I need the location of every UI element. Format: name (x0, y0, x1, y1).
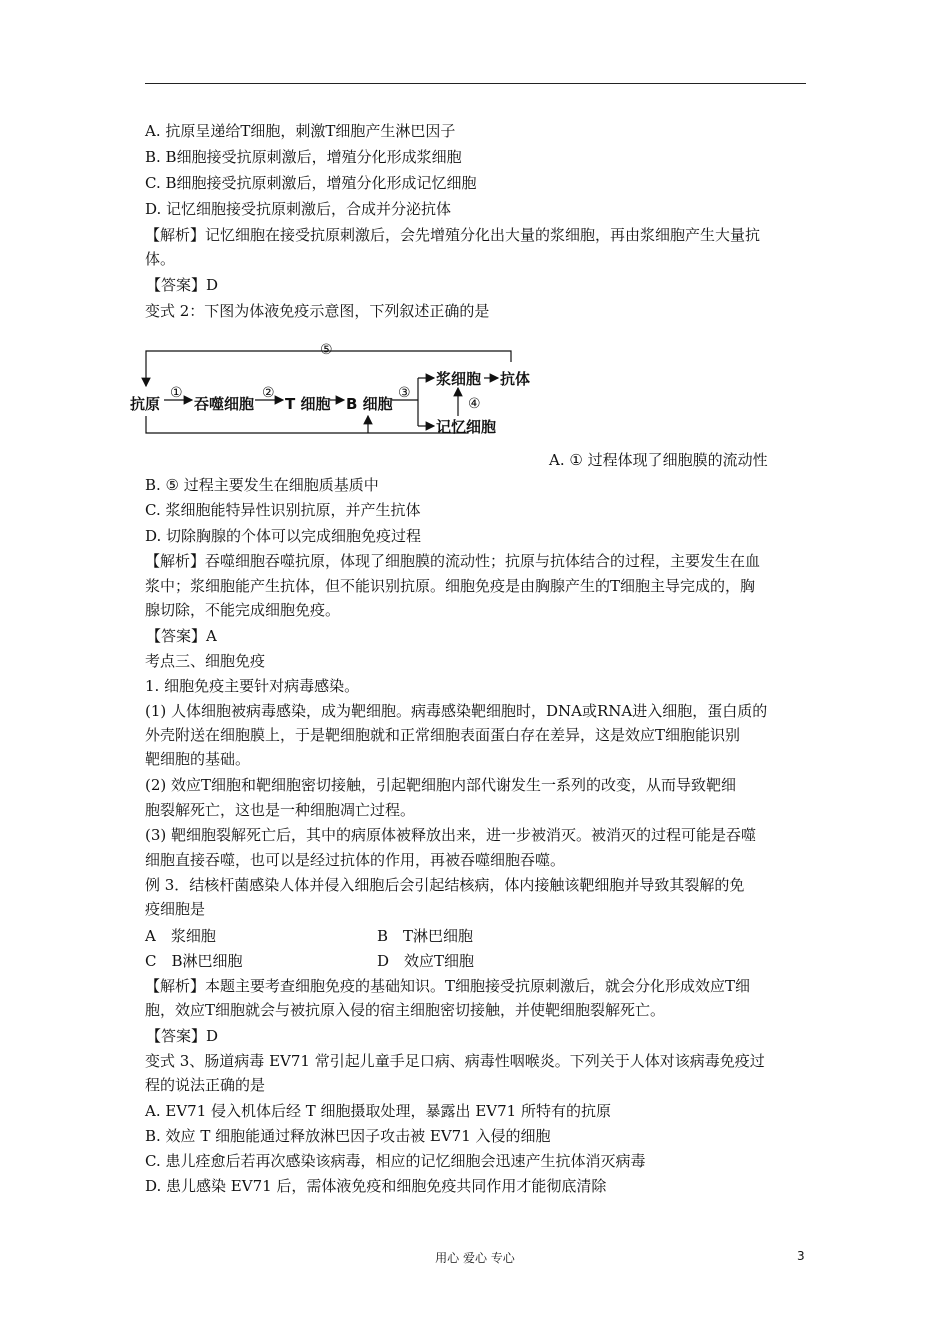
question-line: 疫细胞是 (145, 900, 206, 918)
option-line: B. B细胞接受抗原刺激后，增殖分化形成浆细胞 (145, 148, 462, 166)
header-rule (145, 83, 806, 84)
humoral-immunity-diagram (128, 336, 548, 442)
page-footer: 用心 爱心 专心 (435, 1251, 515, 1265)
antibody-label: 抗体 (500, 370, 531, 388)
body-line: (1) 人体细胞被病毒感染，成为靶细胞。病毒感染靶细胞时，DNA或RNA进入细胞，蛋白质的 (145, 702, 768, 720)
option-a: A 浆细胞 (145, 927, 216, 945)
page-number: 3 (797, 1249, 805, 1263)
option-line: A. EV71 侵入机体后经 T 细胞摄取处理，暴露出 EV71 所特有的抗原 (145, 1102, 611, 1120)
option-line: D. 患儿感染 EV71 后，需体液免疫和细胞免疫共同作用才能彻底清除 (145, 1177, 607, 1195)
option-line: B. 效应 T 细胞能通过释放淋巴因子攻击被 EV71 入侵的细胞 (145, 1127, 551, 1145)
question-line: 变式 3、肠道病毒 EV71 常引起儿童手足口病、病毒性咽喉炎。下列关于人体对该病毒免疫过 (145, 1052, 765, 1070)
b-cell-label: B 细胞 (346, 395, 393, 413)
body-line: 胞裂解死亡，这也是一种细胞凋亡过程。 (145, 801, 416, 819)
body-line: (2) 效应T细胞和靶细胞密切接触，引起靶细胞内部代谢发生一系列的改变，从而导致靶细 (145, 776, 737, 794)
option-line: D. 切除胸腺的个体可以完成细胞免疫过程 (145, 527, 422, 545)
answer-line: 【答案】A (146, 627, 217, 645)
analysis-line: 【解析】本题主要考查细胞免疫的基础知识。T细胞接受抗原刺激后，就会分化形成效应T细 (145, 977, 751, 995)
question-line: 例 3．结核杆菌感染人体并侵入细胞后会引起结核病，体内接触该靶细胞并导致其裂解的免 (145, 876, 745, 894)
option-line: C. 患儿痊愈后若再次感染该病毒，相应的记忆细胞会迅速产生抗体消灭病毒 (145, 1152, 646, 1170)
answer-line: 【答案】D (146, 276, 219, 294)
question-line: 变式 2：下图为体液免疫示意图，下列叙述正确的是 (145, 302, 490, 320)
step4-label: ④ (468, 396, 481, 412)
option-c: C B淋巴细胞 (145, 952, 243, 970)
antigen-label: 抗原 (130, 395, 161, 413)
memory-cell-label: 记忆细胞 (436, 418, 497, 436)
step3-label: ③ (398, 385, 411, 401)
step5-label: ⑤ (320, 342, 333, 358)
answer-line: 【答案】D (146, 1027, 219, 1045)
step2-label: ② (262, 385, 275, 401)
option-line: C. 浆细胞能特异性识别抗原，并产生抗体 (145, 501, 421, 519)
analysis-line: 腺切除，不能完成细胞免疫。 (145, 601, 341, 619)
analysis-line: 浆中；浆细胞能产生抗体，但不能识别抗原。细胞免疫是由胸腺产生的T细胞主导完成的，胸 (145, 577, 756, 595)
analysis-line: 【解析】记忆细胞在接受抗原刺激后，会先增殖分化出大量的浆细胞，再由浆细胞产生大量抗 (145, 226, 761, 244)
step1-label: ① (170, 385, 183, 401)
option-line: A. 抗原呈递给T细胞，刺激T细胞产生淋巴因子 (145, 122, 456, 140)
body-line: 外壳附送在细胞膜上，于是靶细胞就和正常细胞表面蛋白存在差异，这是效应T细胞能识别 (145, 726, 741, 744)
bottom-loop (146, 416, 468, 433)
option-line: B. ⑤ 过程主要发生在细胞质基质中 (145, 476, 379, 494)
analysis-line: 胞，效应T细胞就会与被抗原入侵的宿主细胞密切接触，并使靶细胞裂解死亡。 (145, 1001, 666, 1019)
question-line: 程的说法正确的是 (145, 1076, 266, 1094)
body-line: 1. 细胞免疫主要针对病毒感染。 (145, 677, 360, 695)
option-line: D. 记忆细胞接受抗原刺激后，合成并分泌抗体 (145, 200, 452, 218)
option-a-inline: A. ① 过程体现了细胞膜的流动性 (549, 451, 768, 469)
body-line: 靶细胞的基础。 (145, 750, 251, 768)
body-line: 细胞直接吞噬，也可以是经过抗体的作用，再被吞噬细胞吞噬。 (145, 851, 566, 869)
phagocyte-label: 吞噬细胞 (194, 395, 255, 413)
plasma-cell-label: 浆细胞 (436, 370, 482, 388)
analysis-line: 体。 (145, 250, 176, 268)
body-line: (3) 靶细胞裂解死亡后，其中的病原体被释放出来，进一步被消灭。被消灭的过程可能是吞噬 (145, 826, 757, 844)
option-line: C. B细胞接受抗原刺激后，增殖分化形成记忆细胞 (145, 174, 477, 192)
section-heading: 考点三、细胞免疫 (145, 652, 266, 670)
t-cell-label: T 细胞 (285, 395, 331, 413)
option-d: D 效应T细胞 (377, 952, 475, 970)
analysis-line: 【解析】吞噬细胞吞噬抗原，体现了细胞膜的流动性；抗原与抗体结合的过程，主要发生在血 (145, 552, 761, 570)
option-b: B T淋巴细胞 (377, 927, 474, 945)
